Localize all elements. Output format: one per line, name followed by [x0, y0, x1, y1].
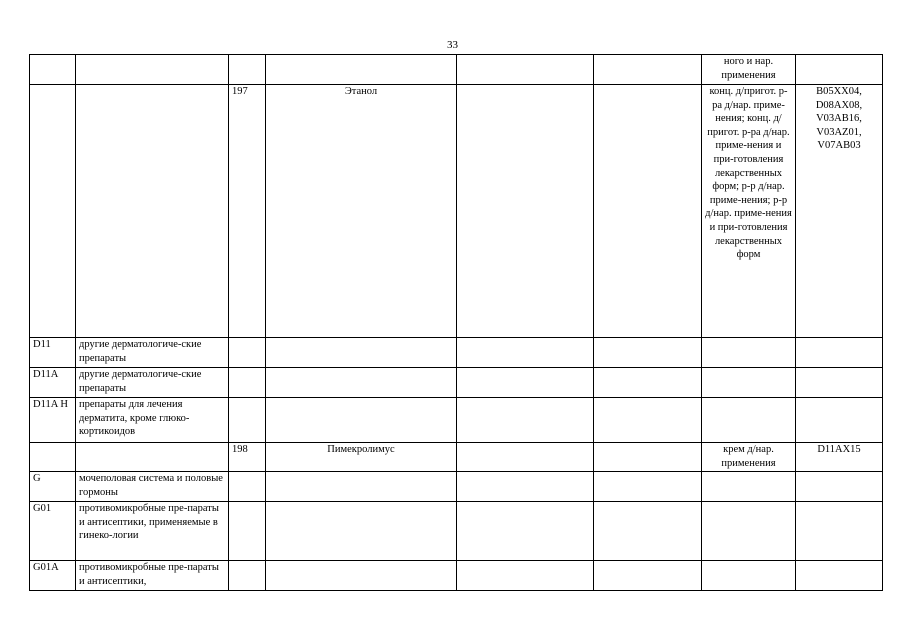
empty-cell	[594, 338, 702, 368]
group-name-cell	[76, 85, 229, 338]
empty-cell	[594, 502, 702, 561]
drug-name-cell	[266, 472, 457, 502]
empty-cell	[594, 472, 702, 502]
atc-code-cell: D11	[30, 338, 76, 368]
atc-code-cell: G01A	[30, 561, 76, 591]
table-row	[30, 472, 883, 502]
atc-codes-cell	[796, 55, 883, 85]
item-number-cell: 197	[229, 85, 266, 338]
drug-name-cell	[266, 561, 457, 591]
dosage-form-cell	[702, 472, 796, 502]
table-row	[30, 85, 883, 338]
empty-cell	[457, 368, 594, 398]
table-row	[30, 398, 883, 443]
item-number-cell	[229, 561, 266, 591]
empty-cell	[457, 472, 594, 502]
drug-list-table	[29, 54, 883, 591]
atc-code-cell: D11A H	[30, 398, 76, 443]
empty-cell	[457, 443, 594, 472]
group-name-cell: противомикробные пре-параты и антисептики, применяемые в гинеко-логии	[76, 502, 229, 561]
dosage-form-cell	[702, 398, 796, 443]
table-row	[30, 502, 883, 561]
drug-name-cell: Пимекролимус	[266, 443, 457, 472]
empty-cell	[594, 561, 702, 591]
group-name-cell: препараты для лечения дерматита, кроме глюко-кортикоидов	[76, 398, 229, 443]
table-row	[30, 443, 883, 472]
dosage-form-cell	[702, 502, 796, 561]
drug-name-cell	[266, 398, 457, 443]
drug-name-cell	[266, 368, 457, 398]
atc-code-cell: G01	[30, 502, 76, 561]
page-number: 33	[447, 39, 458, 51]
table-row	[30, 368, 883, 398]
group-name-cell: мочеполовая система и половые гормоны	[76, 472, 229, 502]
atc-codes-cell	[796, 502, 883, 561]
table-row	[30, 338, 883, 368]
dosage-form-cell	[702, 338, 796, 368]
empty-cell	[457, 561, 594, 591]
drug-name-cell	[266, 55, 457, 85]
atc-codes-cell	[796, 338, 883, 368]
dosage-form-cell: ного и нар. применения	[702, 55, 796, 85]
item-number-cell	[229, 398, 266, 443]
atc-code-cell	[30, 443, 76, 472]
dosage-form-cell	[702, 368, 796, 398]
drug-name-cell	[266, 338, 457, 368]
empty-cell	[457, 502, 594, 561]
item-number-cell	[229, 472, 266, 502]
dosage-form-cell	[702, 561, 796, 591]
item-number-cell	[229, 368, 266, 398]
group-name-cell: другие дерматологиче-ские препараты	[76, 368, 229, 398]
atc-codes-cell	[796, 398, 883, 443]
empty-cell	[594, 55, 702, 85]
dosage-form-cell: крем д/нар. применения	[702, 443, 796, 472]
empty-cell	[457, 398, 594, 443]
drug-name-cell: Этанол	[266, 85, 457, 338]
atc-codes-cell	[796, 561, 883, 591]
empty-cell	[457, 85, 594, 338]
group-name-cell: противомикробные пре-параты и антисептики,	[76, 561, 229, 591]
empty-cell	[594, 398, 702, 443]
drug-name-cell	[266, 502, 457, 561]
group-name-cell	[76, 55, 229, 85]
dosage-form-cell: конц. д/пригот. р-ра д/нар. приме-нения; конц. д/пригот. р-ра д/нар. приме-нения и при-готовления лекарственных форм; р-р д/нар. приме-нения; р-р д/нар. приме-нения и при-готовления лекарственных форм	[702, 85, 796, 338]
atc-codes-cell	[796, 472, 883, 502]
item-number-cell	[229, 55, 266, 85]
atc-code-cell	[30, 85, 76, 338]
group-name-cell: другие дерматологиче-ские препараты	[76, 338, 229, 368]
empty-cell	[457, 55, 594, 85]
atc-code-cell: G	[30, 472, 76, 502]
atc-code-cell	[30, 55, 76, 85]
empty-cell	[594, 443, 702, 472]
empty-cell	[594, 85, 702, 338]
atc-code-cell: D11A	[30, 368, 76, 398]
item-number-cell	[229, 502, 266, 561]
table-row	[30, 55, 883, 85]
table-row	[30, 561, 883, 591]
empty-cell	[594, 368, 702, 398]
atc-codes-cell: B05XX04, D08AX08, V03AB16, V03AZ01, V07AB03	[796, 85, 883, 338]
item-number-cell	[229, 338, 266, 368]
empty-cell	[457, 338, 594, 368]
item-number-cell: 198	[229, 443, 266, 472]
atc-codes-cell	[796, 368, 883, 398]
atc-codes-cell: D11AX15	[796, 443, 883, 472]
group-name-cell	[76, 443, 229, 472]
